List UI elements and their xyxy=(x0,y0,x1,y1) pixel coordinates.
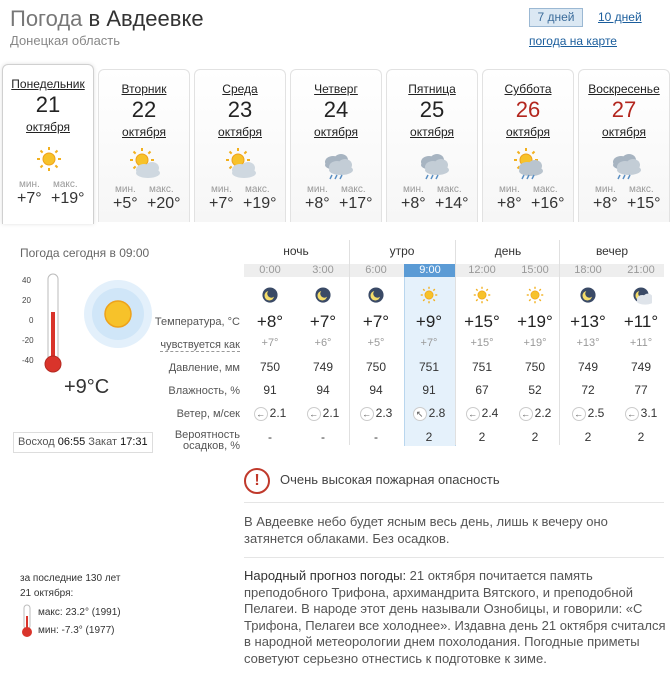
hour-pressure: 750 xyxy=(259,360,281,374)
hour-wind xyxy=(562,406,614,421)
svg-text:20: 20 xyxy=(22,296,31,305)
day-max-temp: +19° xyxy=(51,190,85,207)
wind-arrow-icon: ↖ xyxy=(413,407,427,421)
day-min-temp: +5° xyxy=(113,195,138,212)
wind-arrow-icon: ← xyxy=(519,407,533,421)
max-label: макс. xyxy=(149,184,174,195)
hour-time: 15:00 xyxy=(521,264,549,276)
hour-wind xyxy=(509,406,561,421)
wind-speed: 2.4 xyxy=(481,406,499,420)
row-label-feels[interactable]: чувствуется как xyxy=(160,339,240,351)
hour-pressure: 751 xyxy=(418,360,440,374)
day-min-temp: +8° xyxy=(305,195,330,212)
sunrise-sunset xyxy=(13,432,153,453)
hour-pressure: 749 xyxy=(630,360,652,374)
hour-wind xyxy=(350,406,402,421)
divider xyxy=(244,557,664,558)
hour-temp: +13° xyxy=(570,312,606,331)
day-tab-6[interactable] xyxy=(482,69,574,222)
max-label: макс. xyxy=(629,184,654,195)
day-month[interactable]: октября xyxy=(410,125,454,139)
day-number: 27 xyxy=(611,97,637,122)
day-tab-2[interactable] xyxy=(98,69,190,222)
period-2: утро xyxy=(389,244,415,258)
title-city: в Авдеевке xyxy=(88,6,204,31)
hour-feels: +19° xyxy=(523,337,547,349)
min-label: мин. xyxy=(307,184,328,195)
day-name[interactable]: Воскресенье xyxy=(588,82,660,96)
warning-icon: ! xyxy=(244,468,270,494)
day-min-temp: +8° xyxy=(401,195,426,212)
folk-heading: Народный прогноз погоды: xyxy=(244,568,407,583)
history-max: макс: 23.2° (1991) xyxy=(38,607,121,618)
row-label-precip xyxy=(175,430,240,452)
hour-humidity: 72 xyxy=(581,383,595,397)
day-min-temp: +7° xyxy=(209,195,234,212)
wind-arrow-icon: ← xyxy=(360,407,374,421)
hour-pressure: 750 xyxy=(524,360,546,374)
row-label-temperature: Температура, °C xyxy=(154,316,240,328)
hour-temp: +19° xyxy=(517,312,553,331)
day-month[interactable]: октября xyxy=(218,125,262,139)
day-number: 25 xyxy=(419,97,445,122)
sunrise-label: Восход xyxy=(18,436,55,448)
day-max-temp: +15° xyxy=(627,195,661,212)
max-label: макс. xyxy=(533,184,558,195)
sunrise-time: 06:55 xyxy=(57,436,86,448)
moon-icon xyxy=(297,284,349,306)
day-number: 22 xyxy=(131,97,157,122)
hour-precip-prob: 2 xyxy=(584,430,592,444)
hour-wind xyxy=(456,406,508,421)
max-label: макс. xyxy=(245,184,270,195)
min-label: мин. xyxy=(19,179,40,190)
max-label: макс. xyxy=(437,184,462,195)
sun-icon xyxy=(456,284,508,306)
svg-text:40: 40 xyxy=(22,276,31,285)
moon-icon xyxy=(562,284,614,306)
sun-icon xyxy=(403,284,455,306)
day-max-temp: +20° xyxy=(147,195,181,212)
wind-arrow-icon: ← xyxy=(254,407,268,421)
moon-icon xyxy=(244,284,296,306)
hour-time: 21:00 xyxy=(627,264,655,276)
small-thermometer-icon xyxy=(20,604,34,638)
hour-humidity: 94 xyxy=(369,383,383,397)
min-label: мин. xyxy=(403,184,424,195)
row-label-humidity: Влажность, % xyxy=(168,385,240,397)
hour-precip-prob: 2 xyxy=(637,430,645,444)
hour-pressure: 749 xyxy=(312,360,334,374)
hour-pressure: 750 xyxy=(365,360,387,374)
thermometer-icon xyxy=(22,270,70,375)
hour-humidity: 52 xyxy=(528,383,542,397)
wind-arrow-icon: ← xyxy=(625,407,639,421)
region-name: Донецкая область xyxy=(10,33,121,48)
day-name[interactable]: Суббота xyxy=(504,82,552,96)
rain-cloud-icon xyxy=(321,148,353,180)
hour-precip-prob: 2 xyxy=(478,430,486,444)
svg-text:-40: -40 xyxy=(22,356,34,365)
hour-feels: +7° xyxy=(261,337,279,349)
day-name[interactable]: Среда xyxy=(222,82,258,96)
hour-pressure: 749 xyxy=(577,360,599,374)
hour-time: 3:00 xyxy=(312,264,334,276)
hour-precip-prob: - xyxy=(268,430,272,444)
rain-cloud-icon xyxy=(417,148,449,180)
wind-speed: 2.8 xyxy=(428,406,446,420)
svg-text:0: 0 xyxy=(29,316,34,325)
precip-label-line2: осадков, % xyxy=(183,440,240,452)
hour-feels: +6° xyxy=(314,337,332,349)
sun-icon xyxy=(509,284,561,306)
hour-humidity: 91 xyxy=(422,383,436,397)
wind-speed: 2.1 xyxy=(322,406,340,420)
hour-wind xyxy=(615,406,667,421)
day-tabs xyxy=(0,64,672,224)
day-max-temp: +17° xyxy=(339,195,373,212)
weather-map-link[interactable]: погода на карте xyxy=(529,34,617,48)
min-label: мин. xyxy=(595,184,616,195)
min-label: мин. xyxy=(499,184,520,195)
period-1: ночь xyxy=(283,244,309,258)
fire-warning: Очень высокая пожарная опасность xyxy=(280,472,500,487)
wind-arrow-icon: ← xyxy=(572,407,586,421)
big-sun-icon xyxy=(80,270,160,350)
hour-feels: +7° xyxy=(420,337,438,349)
wind-arrow-icon: ← xyxy=(466,407,480,421)
hour-temp: +15° xyxy=(464,312,500,331)
day-min-temp: +8° xyxy=(497,195,522,212)
wind-speed: 2.5 xyxy=(587,406,605,420)
today-label: Погода сегодня в 09:00 xyxy=(20,246,150,260)
wind-speed: 3.1 xyxy=(640,406,658,420)
hour-wind xyxy=(244,406,296,421)
day-tab-4[interactable] xyxy=(290,69,382,222)
weather-description: В Авдеевке небо будет ясным весь день, лишь к вечеру оно затянется облаками. Без осадков. xyxy=(244,514,608,546)
hour-humidity: 77 xyxy=(634,383,648,397)
hour-feels: +11° xyxy=(629,337,653,349)
precip-label-line1: Вероятность xyxy=(174,429,240,441)
day-month[interactable]: октября xyxy=(314,125,358,139)
min-label: мин. xyxy=(115,184,136,195)
history-min: мин: -7.3° (1977) xyxy=(38,625,115,636)
day-max-temp: +14° xyxy=(435,195,469,212)
day-min-temp: +7° xyxy=(17,190,42,207)
day-month[interactable]: октября xyxy=(506,125,550,139)
wind-speed: 2.2 xyxy=(534,406,552,420)
day-number: 24 xyxy=(323,97,349,122)
max-label: макс. xyxy=(341,184,366,195)
hour-time: 0:00 xyxy=(259,264,281,276)
divider xyxy=(244,502,664,503)
tab-10-days[interactable]: 10 дней xyxy=(598,10,642,24)
hour-precip-prob: 2 xyxy=(425,430,433,444)
day-name[interactable]: Вторник xyxy=(121,82,167,96)
rain-cloud-icon xyxy=(609,148,641,180)
min-label: мин. xyxy=(211,184,232,195)
wind-arrow-icon: ← xyxy=(307,407,321,421)
day-name[interactable]: Четверг xyxy=(314,82,358,96)
day-number: 21 xyxy=(35,92,61,117)
title-prefix: Погода xyxy=(10,6,83,31)
partly-cloudy-rain-icon xyxy=(513,148,545,180)
sun-icon xyxy=(33,143,65,175)
day-name[interactable]: Пятница xyxy=(408,82,456,96)
day-tab-5[interactable] xyxy=(386,69,478,222)
current-hour-time: 9:00 xyxy=(404,264,456,277)
day-max-temp: +19° xyxy=(243,195,277,212)
folk-text: 21 октября почитается память преподобного Трифона, архимандрита Вятского, и преподобной Пелагеи. В народе этот день называли Ознобицы, и говорили: «С Трифона, Пелагеи все холоднее». Издавна день 21 октября считался в народной метеорологии днем похолодания. Погодные приметы советуют серьезно отнестись к подготовке к зиме. xyxy=(244,568,666,666)
hour-time: 18:00 xyxy=(574,264,602,276)
day-tab-3[interactable] xyxy=(194,69,286,222)
hour-feels: +5° xyxy=(367,337,385,349)
day-tab-7[interactable] xyxy=(578,69,670,222)
svg-text:-20: -20 xyxy=(22,336,34,345)
wind-speed: 2.3 xyxy=(375,406,393,420)
wind-speed: 2.1 xyxy=(269,406,287,420)
page-header xyxy=(10,6,204,32)
page-title xyxy=(10,6,204,32)
max-label: макс. xyxy=(53,179,78,190)
day-month[interactable]: октября xyxy=(602,125,646,139)
day-month[interactable]: октября xyxy=(26,120,70,134)
row-label-wind: Ветер, м/сек xyxy=(176,408,240,420)
day-tab-1[interactable] xyxy=(2,64,94,224)
sunset-label: Закат xyxy=(88,436,118,448)
day-name[interactable]: Понедельник xyxy=(11,77,85,91)
hour-precip-prob: - xyxy=(321,430,325,444)
sunset-time: 17:31 xyxy=(120,436,148,448)
day-min-temp: +8° xyxy=(593,195,618,212)
partly-cloudy-icon xyxy=(225,148,257,180)
hour-temp: +11° xyxy=(623,312,659,331)
hour-wind xyxy=(297,406,349,421)
moon-icon xyxy=(350,284,402,306)
hour-temp: +9° xyxy=(415,312,443,331)
hour-time: 12:00 xyxy=(468,264,496,276)
hour-pressure: 751 xyxy=(471,360,493,374)
hour-time: 6:00 xyxy=(365,264,387,276)
hour-humidity: 94 xyxy=(316,383,330,397)
hour-precip-prob: 2 xyxy=(531,430,539,444)
period-4: вечер xyxy=(595,244,629,258)
folk-forecast xyxy=(244,568,668,667)
row-label-pressure: Давление, мм xyxy=(168,362,240,374)
partly-cloudy-icon xyxy=(129,148,161,180)
tab-7-days[interactable]: 7 дней xyxy=(529,8,583,27)
hour-precip-prob: - xyxy=(374,430,378,444)
day-number: 23 xyxy=(227,97,253,122)
hour-feels: +13° xyxy=(576,337,600,349)
hour-feels: +15° xyxy=(470,337,494,349)
hour-temp: +7° xyxy=(362,312,390,331)
hour-humidity: 67 xyxy=(475,383,489,397)
current-temperature: +9°C xyxy=(64,376,110,398)
day-number: 26 xyxy=(515,97,541,122)
hour-temp: +8° xyxy=(256,312,284,331)
hour-temp: +7° xyxy=(309,312,337,331)
day-max-temp: +16° xyxy=(531,195,565,212)
history-date: 21 октября: xyxy=(20,588,74,599)
moon-cloud-icon xyxy=(615,284,667,306)
history-title: за последние 130 лет xyxy=(20,573,121,584)
day-month[interactable]: октября xyxy=(122,125,166,139)
hour-wind xyxy=(403,406,455,421)
hour-humidity: 91 xyxy=(263,383,277,397)
period-3: день xyxy=(494,244,522,258)
